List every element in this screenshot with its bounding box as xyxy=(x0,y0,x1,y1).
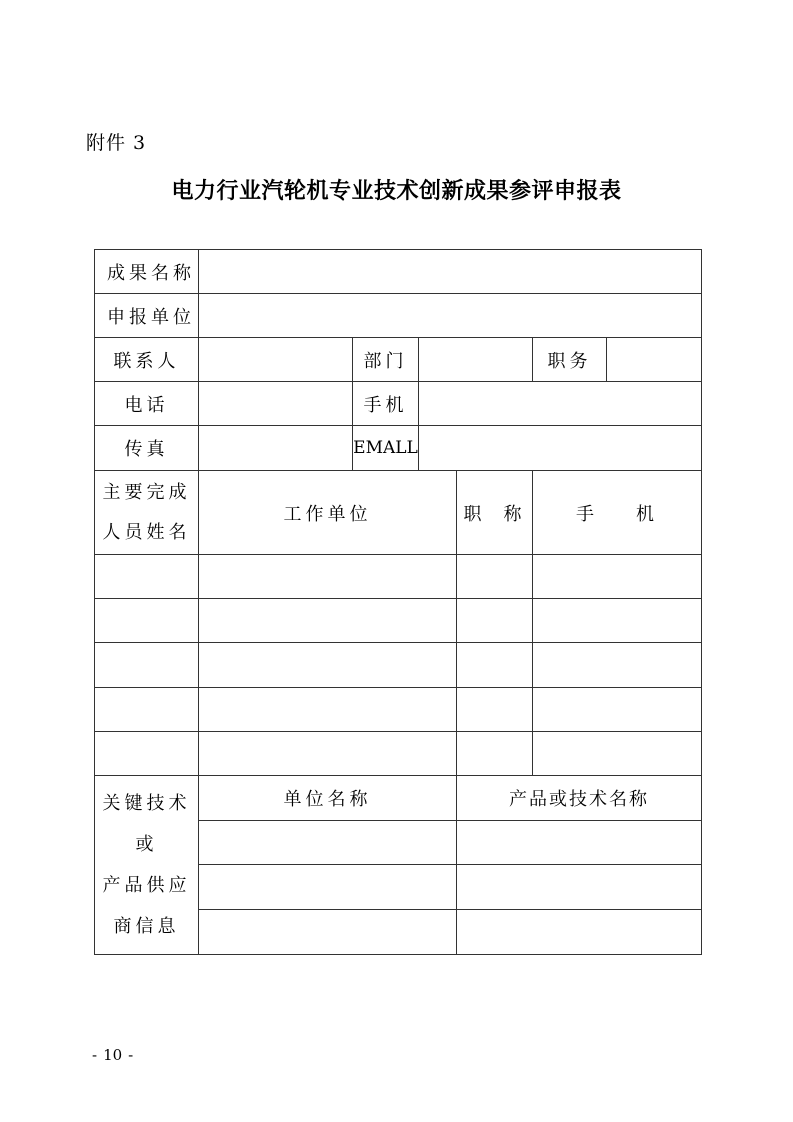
supplier-product-field[interactable] xyxy=(457,865,702,910)
fax-label: 传真 xyxy=(95,426,199,471)
page-footer: - 10 - xyxy=(92,1046,134,1064)
person-mobile-field[interactable] xyxy=(533,643,702,688)
mobile-column-header xyxy=(533,471,702,555)
supplier-product-field[interactable] xyxy=(457,821,702,865)
supplier-label-line3: 产品供应 xyxy=(102,875,191,896)
department-label: 部门 xyxy=(353,338,419,382)
email-label: EMALL xyxy=(353,426,419,471)
achievement-name-label: 成果名称 xyxy=(95,250,199,294)
supplier-unit-field[interactable] xyxy=(199,910,457,955)
position-field[interactable] xyxy=(607,338,702,382)
person-unit-field[interactable] xyxy=(199,688,457,732)
supplier-unit-field[interactable] xyxy=(199,865,457,910)
contact-field[interactable] xyxy=(199,338,353,382)
work-unit-header: 工作单位 xyxy=(199,471,457,555)
main-people-label-line2: 人员姓名 xyxy=(102,521,191,543)
supplier-product-field[interactable] xyxy=(457,910,702,955)
page-number: 10 xyxy=(103,1046,123,1064)
unit-name-header: 单位名称 xyxy=(199,776,457,821)
reporting-unit-label: 申报单位 xyxy=(95,294,199,338)
person-name-field[interactable] xyxy=(95,688,199,732)
supplier-info-label xyxy=(95,776,199,955)
mobile-column-char-2: 机 xyxy=(636,503,658,525)
achievement-name-field[interactable] xyxy=(199,250,702,294)
phone-field[interactable] xyxy=(199,382,353,426)
attachment-label: 附件 3 xyxy=(86,132,147,154)
person-unit-field[interactable] xyxy=(199,732,457,776)
person-mobile-field[interactable] xyxy=(533,732,702,776)
mobile-field[interactable] xyxy=(419,382,702,426)
person-title-field[interactable] xyxy=(457,599,533,643)
main-people-label xyxy=(95,471,199,555)
supplier-label-line4: 商信息 xyxy=(113,916,180,937)
mobile-column-char-1: 手 xyxy=(576,503,598,525)
contact-label: 联系人 xyxy=(95,338,199,382)
person-mobile-field[interactable] xyxy=(533,555,702,599)
job-title-char-1: 职 xyxy=(463,503,486,525)
job-title-header xyxy=(457,471,533,555)
person-unit-field[interactable] xyxy=(199,555,457,599)
department-field[interactable] xyxy=(419,338,533,382)
fax-field[interactable] xyxy=(199,426,353,471)
job-title-char-2: 称 xyxy=(503,503,526,525)
supplier-label-line1: 关键技术 xyxy=(102,793,191,814)
person-name-field[interactable] xyxy=(95,599,199,643)
person-name-field[interactable] xyxy=(95,732,199,776)
application-form-table xyxy=(94,249,702,955)
form-title: 电力行业汽轮机专业技术创新成果参评申报表 xyxy=(171,178,622,204)
main-people-label-line1: 主要完成 xyxy=(102,481,191,503)
person-title-field[interactable] xyxy=(457,643,533,688)
supplier-unit-field[interactable] xyxy=(199,821,457,865)
reporting-unit-field[interactable] xyxy=(199,294,702,338)
mobile-label: 手机 xyxy=(353,382,419,426)
email-field[interactable] xyxy=(419,426,702,471)
position-label: 职务 xyxy=(533,338,607,382)
person-mobile-field[interactable] xyxy=(533,599,702,643)
person-name-field[interactable] xyxy=(95,643,199,688)
person-mobile-field[interactable] xyxy=(533,688,702,732)
supplier-label-line2: 或 xyxy=(135,834,158,855)
person-title-field[interactable] xyxy=(457,688,533,732)
person-title-field[interactable] xyxy=(457,555,533,599)
person-name-field[interactable] xyxy=(95,555,199,599)
person-unit-field[interactable] xyxy=(199,643,457,688)
person-unit-field[interactable] xyxy=(199,599,457,643)
product-name-header: 产品或技术名称 xyxy=(457,776,702,821)
phone-label: 电话 xyxy=(95,382,199,426)
person-title-field[interactable] xyxy=(457,732,533,776)
